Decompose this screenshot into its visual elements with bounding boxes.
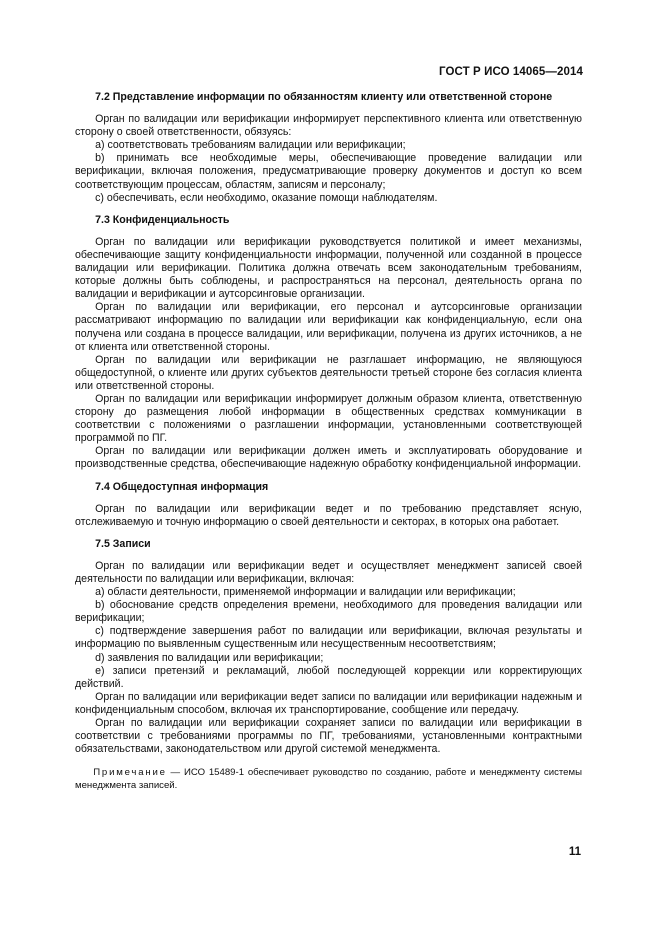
paragraph: Орган по валидации или верификации ведет и осуществляет менеджмент записей своей деятельности по валидации или верификации, включая: — [75, 559, 582, 585]
paragraph: Орган по валидации или верификации должен иметь и эксплуатировать оборудование и производственные средства, обеспечивающие надежную обработку конфиденциальной информации. — [75, 445, 582, 471]
note — [75, 767, 582, 792]
section-heading-7-2: 7.2 Представление информации по обязанностям клиенту или ответственной стороне — [95, 91, 553, 103]
paragraph: Орган по валидации или верификации ведет записи по валидации или верификации надежным и конфиденциальным способом, включая их транспортирование, сообщение или передачу. — [75, 690, 582, 716]
list-item: d) заявления по валидации или верификации; — [95, 651, 324, 664]
list-item: a) соответствовать требованиям валидации или верификации; — [95, 139, 406, 152]
list-item: a) области деятельности, применяемой информации и валидации или верификации; — [95, 586, 516, 599]
list-item: e) записи претензий и рекламаций, любой последующей коррекции или корректирующих действий. — [75, 664, 582, 690]
paragraph: Орган по валидации или верификации руководствуется политикой и имеет механизмы, обеспечивающие защиту конфиденциальности информации, полученной или созданной в процессе валидации или верификации. Политика должна отвечать всем законодательным требованиям, которые должны быть соблюдены, и распространяться на персонал, деятельность органа по валидации и верификации и аутсорсинговые организации. — [75, 235, 582, 301]
paragraph: Орган по валидации или верификации, его персонал и аутсорсинговые организации рассматривают информацию по валидации или верификации как конфиденциальную, если она получена или создана в процессе валидации, или верификации, получена из других источников, а не от клиента или ответственной стороны. — [75, 301, 582, 353]
paragraph: Орган по валидации или верификации ведет и по требованию представляет ясную, отслеживаемую и точную информацию о своей деятельности и секторах, в которых она работает. — [75, 502, 582, 528]
list-item: b) принимать все необходимые меры, обеспечивающие проведение валидации или верификации, включая положения, предусматривающие проверку документов и доступ ко всем соответствующим процессам, областям, записям и персоналу; — [75, 152, 582, 191]
section-heading-7-4: 7.4 Общедоступная информация — [95, 480, 269, 493]
paragraph: Орган по валидации или верификации информирует должным образом клиента, ответственную сторону до размещения любой информации в общественных средствах коммуникации в соответствии с положениями о разглашении информации, установленными соответствующей программой по ПГ. — [75, 392, 582, 445]
note-text: — ИСО 15489-1 обеспечивает руководство по созданию, работе и менеджменту системы менеджмента записей. — [75, 767, 582, 791]
page-number: 11 — [568, 846, 581, 858]
note-label: Примечание — [93, 767, 167, 779]
paragraph: Орган по валидации или верификации информирует перспективного клиента или ответственную сторону о своей ответственности, обязуясь: — [75, 113, 582, 139]
document-header: ГОСТ Р ИСО 14065—2014 — [438, 66, 583, 78]
paragraph: Орган по валидации или верификации сохраняет записи по валидации или верификации в соответствии с требованиями программы по ПГ, требованиями, установленными контрактными обязательствами, законодательством или другой системой менеджмента. — [75, 717, 582, 756]
paragraph: Орган по валидации или верификации не разглашает информацию, не являющуюся общедоступной, о клиенте или других субъектов деятельности третьей стороне без согласия клиента или ответственной стороны. — [75, 353, 582, 392]
document-body — [75, 91, 582, 792]
section-heading-7-3: 7.3 Конфиденциальность — [95, 213, 230, 226]
list-item: b) обоснование средств определения времени, необходимого для проведения валидации или верификации; — [75, 599, 582, 625]
section-heading-7-5: 7.5 Записи — [95, 537, 151, 550]
list-item: c) обеспечивать, если необходимо, оказание помощи наблюдателям. — [95, 191, 438, 204]
list-item: c) подтверждение завершения работ по валидации или верификации, включая результаты и информацию по выявленным существенным или несущественным несоответствиям; — [75, 625, 582, 651]
